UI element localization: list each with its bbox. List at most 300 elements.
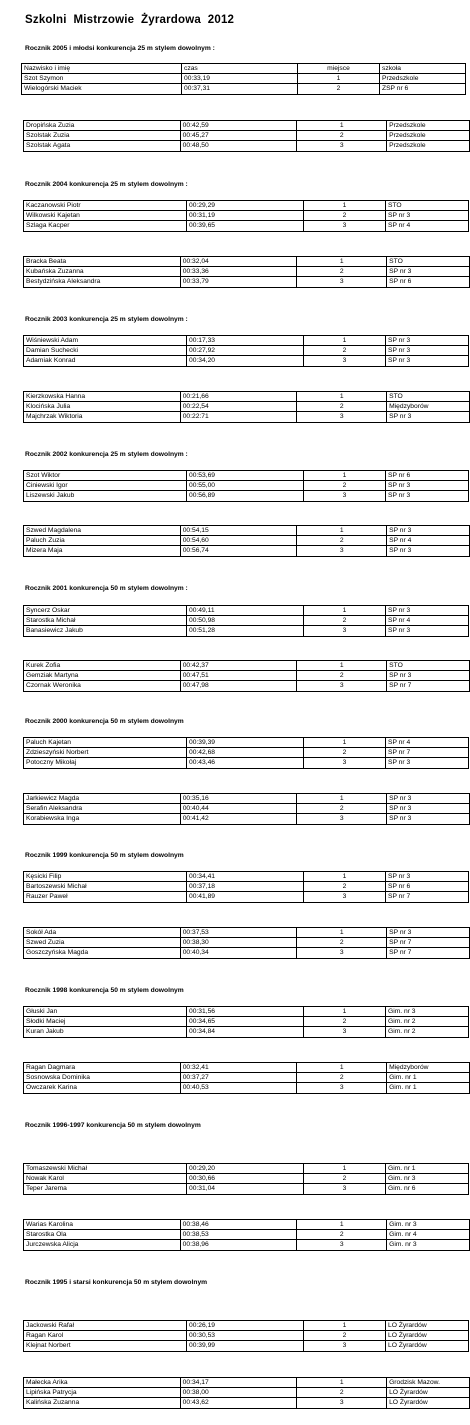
- swim-time: 00:31,56: [187, 1007, 304, 1017]
- swim-time: 00:22:71: [180, 412, 297, 422]
- table-row: [24, 526, 470, 536]
- swim-time: 00:29,20: [187, 1164, 304, 1174]
- place: 1: [298, 74, 380, 84]
- place: 3: [297, 412, 387, 422]
- place: 1: [304, 872, 386, 882]
- place: 2: [304, 748, 386, 758]
- school: SP nr 4: [386, 616, 469, 626]
- swim-time: 00:27,92: [187, 346, 304, 356]
- athlete-name: Serafin Aleksandra: [24, 804, 181, 814]
- place: 3: [297, 1083, 387, 1093]
- table-row: [24, 1398, 470, 1408]
- swim-time: 00:41,89: [187, 892, 304, 902]
- school: SP nr 4: [387, 536, 470, 546]
- swim-time: 00:30,66: [187, 1174, 304, 1184]
- table-row: [24, 402, 470, 412]
- athlete-name: Kęsicki Filip: [24, 872, 187, 882]
- school: SP nr 3: [387, 928, 470, 938]
- athlete-name: Bracka Beata: [24, 257, 181, 267]
- results-table: [23, 1377, 470, 1409]
- school: SP nr 3: [386, 626, 469, 636]
- swim-time: 00:56,74: [180, 546, 297, 556]
- swim-time: 00:31,04: [187, 1184, 304, 1194]
- school: SP nr 6: [387, 277, 470, 287]
- swim-time: 00:31,19: [187, 211, 304, 221]
- athlete-name: Wilkowski Kajetan: [24, 211, 187, 221]
- swim-time: 00:39,99: [187, 1341, 304, 1351]
- place: 3: [297, 948, 387, 958]
- school: SP nr 3: [386, 356, 469, 366]
- table-row: [24, 1341, 469, 1351]
- place: 3: [304, 758, 386, 768]
- athlete-name: Głuski Jan: [24, 1007, 187, 1017]
- athlete-name: Mizera Maja: [24, 546, 181, 556]
- results-table: [23, 120, 470, 152]
- table-row: [24, 1378, 470, 1388]
- table-row: [24, 748, 469, 758]
- swim-time: 00:34,84: [187, 1027, 304, 1037]
- athlete-name: Kalińska Zuzanna: [24, 1398, 181, 1408]
- place: 2: [298, 84, 380, 94]
- swim-time: 00:35,16: [180, 794, 297, 804]
- table-row: [24, 356, 469, 366]
- school: Przedszkole: [387, 131, 470, 141]
- results-table: [23, 927, 470, 959]
- place: 1: [304, 738, 386, 748]
- school: SP nr 7: [387, 938, 470, 948]
- athlete-name: Paluch Zuzia: [24, 536, 181, 546]
- table-row: [24, 267, 470, 277]
- swim-time: 00:17,33: [187, 336, 304, 346]
- place: 3: [304, 491, 386, 501]
- table-row: [24, 1007, 469, 1017]
- school: SP nr 3: [386, 336, 469, 346]
- table-row: [24, 536, 470, 546]
- table-row: [24, 131, 470, 141]
- place: 3: [297, 814, 387, 824]
- table-row: [24, 938, 470, 948]
- athlete-name: Szlaga Kacper: [24, 221, 187, 231]
- place: 3: [297, 277, 387, 287]
- swim-time: 00:54,15: [180, 526, 297, 536]
- place: 2: [297, 402, 387, 412]
- athlete-name: Wiśniewski Adam: [24, 336, 187, 346]
- swim-time: 00:54,60: [180, 536, 297, 546]
- table-row: [24, 606, 469, 616]
- athlete-name: Ragan Karol: [24, 1331, 187, 1341]
- table-row: [24, 546, 470, 556]
- table-row: [24, 1027, 469, 1037]
- section-heading: Rocznik 2001 konkurencja 50 m stylem dowolnym :: [25, 585, 188, 592]
- results-table: [23, 871, 469, 903]
- athlete-name: Rauzer Paweł: [24, 892, 187, 902]
- results-table: [23, 1062, 470, 1094]
- athlete-name: Sosnowska Dominika: [24, 1073, 181, 1083]
- school: SP nr 3: [387, 267, 470, 277]
- swim-time: 00:37,53: [180, 928, 297, 938]
- swim-time: 00:38,96: [180, 1240, 297, 1250]
- school: SP nr 3: [386, 481, 469, 491]
- school: Gim. nr 4: [387, 1230, 470, 1240]
- athlete-name: Owczarek Karina: [24, 1083, 181, 1093]
- athlete-name: Bestydzińska Aleksandra: [24, 277, 181, 287]
- school: SP nr 3: [386, 346, 469, 356]
- table-row: [24, 1083, 470, 1093]
- results-table: [23, 737, 469, 769]
- table-row: [24, 221, 469, 231]
- athlete-name: Szolstak Zuzia: [24, 131, 181, 141]
- school: Gim. nr 2: [386, 1027, 469, 1037]
- swim-time: 00:47,98: [180, 681, 297, 691]
- school: Gim. nr 2: [386, 1017, 469, 1027]
- athlete-name: Adamiak Konrad: [24, 356, 187, 366]
- school: LO Żyrardów: [386, 1321, 469, 1331]
- table-row: [24, 121, 470, 131]
- place: 3: [304, 221, 386, 231]
- section-heading: Rocznik 2003 konkurencja 25 m stylem dowolnym :: [25, 316, 188, 323]
- athlete-name: Kurek Zofia: [24, 661, 181, 671]
- school: SP nr 3: [386, 491, 469, 501]
- table-row: [24, 794, 470, 804]
- place: 1: [297, 121, 387, 131]
- place: 1: [304, 201, 386, 211]
- table-row: [22, 74, 466, 84]
- table-header-row: [22, 64, 466, 74]
- school: SP nr 3: [386, 758, 469, 768]
- swim-time: 00:40,34: [180, 948, 297, 958]
- swim-time: 00:26,19: [187, 1321, 304, 1331]
- swim-time: 00:34,41: [187, 872, 304, 882]
- swim-time: 00:40,53: [180, 1083, 297, 1093]
- place: 2: [297, 1388, 387, 1398]
- swim-time: 00:32,41: [180, 1063, 297, 1073]
- swim-time: 00:53,69: [187, 471, 304, 481]
- swim-time: 00:55,00: [187, 481, 304, 491]
- column-header: Nazwisko i imię: [22, 64, 182, 74]
- table-row: [24, 804, 470, 814]
- athlete-name: Szwed Zuzia: [24, 938, 181, 948]
- place: 3: [297, 681, 387, 691]
- swim-time: 00:50,98: [187, 616, 304, 626]
- section-heading: Rocznik 1999 konkurencja 50 m stylem dowolnym: [25, 852, 184, 859]
- results-table: [23, 605, 469, 637]
- swim-time: 00:38,46: [180, 1220, 297, 1230]
- place: 2: [297, 671, 387, 681]
- school: Gim. nr 1: [387, 1073, 470, 1083]
- athlete-name: Słodki Maciej: [24, 1017, 187, 1027]
- swim-time: 00:37,27: [180, 1073, 297, 1083]
- athlete-name: Ciniewski Igor: [24, 481, 187, 491]
- table-row: [24, 882, 469, 892]
- results-table: [23, 660, 470, 692]
- place: 1: [297, 392, 387, 402]
- table-row: [24, 412, 470, 422]
- swim-time: 00:33,79: [180, 277, 297, 287]
- school: STO: [387, 392, 470, 402]
- athlete-name: Kubańska Zuzanna: [24, 267, 181, 277]
- results-table: [23, 200, 469, 232]
- athlete-name: Klocińska Julia: [24, 402, 181, 412]
- athlete-name: Zdzieszyński Norbert: [24, 748, 187, 758]
- swim-time: 00:39,65: [187, 221, 304, 231]
- results-table: [23, 793, 470, 825]
- school: Gim. nr 3: [387, 1220, 470, 1230]
- school: LO Żyrardów: [386, 1341, 469, 1351]
- table-row: [24, 141, 470, 151]
- place: 1: [304, 471, 386, 481]
- school: SP nr 7: [386, 748, 469, 758]
- athlete-name: Majchrzak Wiktoria: [24, 412, 181, 422]
- place: 1: [297, 526, 387, 536]
- school: Gim. nr 6: [386, 1184, 469, 1194]
- swim-time: 00:42,59: [180, 121, 297, 131]
- table-row: [24, 1017, 469, 1027]
- place: 3: [304, 626, 386, 636]
- results-table: [23, 391, 470, 423]
- athlete-name: Kaczanowski Piotr: [24, 201, 187, 211]
- swim-time: 00:37,18: [187, 882, 304, 892]
- swim-time: 00:34,17: [180, 1378, 297, 1388]
- athlete-name: Kuran Jakub: [24, 1027, 187, 1037]
- results-table: [23, 525, 470, 557]
- section-heading: Rocznik 2000 konkurencja 50 m stylem dowolnym: [25, 718, 184, 725]
- swim-time: 00:29,29: [187, 201, 304, 211]
- athlete-name: Ragan Dagmara: [24, 1063, 181, 1073]
- athlete-name: Starostka Ola: [24, 1230, 181, 1240]
- place: 3: [297, 1240, 387, 1250]
- place: 1: [304, 1164, 386, 1174]
- results-table: [23, 335, 469, 367]
- athlete-name: Kierzkowska Hanna: [24, 392, 181, 402]
- swim-time: 00:56,89: [187, 491, 304, 501]
- athlete-name: Gemziak Martyna: [24, 671, 181, 681]
- table-row: [24, 626, 469, 636]
- school: SP nr 3: [387, 546, 470, 556]
- results-table: [23, 1219, 470, 1251]
- school: SP nr 3: [387, 794, 470, 804]
- school: SP nr 3: [387, 412, 470, 422]
- place: 2: [297, 267, 387, 277]
- place: 2: [304, 882, 386, 892]
- athlete-name: Wielogórski Maciek: [22, 84, 182, 94]
- swim-time: 00:30,53: [187, 1331, 304, 1341]
- swim-time: 00:39,39: [187, 738, 304, 748]
- table-row: [24, 1240, 470, 1250]
- table-row: [24, 671, 470, 681]
- section-heading: Rocznik 2002 konkurencja 25 m stylem dowolnym :: [25, 451, 188, 458]
- place: 1: [297, 1220, 387, 1230]
- athlete-name: Szolstak Agata: [24, 141, 181, 151]
- results-table: [23, 1320, 469, 1352]
- athlete-name: Potoczny Mikołaj: [24, 758, 187, 768]
- table-row: [24, 616, 469, 626]
- school: SP nr 3: [386, 606, 469, 616]
- place: 3: [297, 1398, 387, 1408]
- school: Gim. nr 1: [387, 1083, 470, 1093]
- place: 2: [297, 1230, 387, 1240]
- school: STO: [386, 201, 469, 211]
- table-row: [24, 201, 469, 211]
- swim-time: 00:48,50: [180, 141, 297, 151]
- place: 2: [304, 1174, 386, 1184]
- table-row: [24, 346, 469, 356]
- school: SP nr 3: [387, 814, 470, 824]
- table-row: [24, 1331, 469, 1341]
- place: 2: [304, 1017, 386, 1027]
- school: STO: [387, 257, 470, 267]
- place: 2: [297, 804, 387, 814]
- school: SP nr 3: [386, 872, 469, 882]
- school: SP nr 7: [387, 681, 470, 691]
- place: 1: [297, 257, 387, 267]
- school: SP nr 4: [386, 221, 469, 231]
- table-row: [24, 814, 470, 824]
- swim-time: 00:33,36: [180, 267, 297, 277]
- school: LO Żyrardów: [386, 1331, 469, 1341]
- swim-time: 00:21,66: [180, 392, 297, 402]
- school: LO Żyrardów: [387, 1388, 470, 1398]
- table-row: [24, 1063, 470, 1073]
- table-row: [24, 928, 470, 938]
- table-row: [24, 1164, 469, 1174]
- athlete-name: Bartoszewski Michał: [24, 882, 187, 892]
- place: 2: [304, 211, 386, 221]
- table-row: [24, 948, 470, 958]
- table-row: [24, 661, 470, 671]
- swim-time: 00:38,00: [180, 1388, 297, 1398]
- results-table: [23, 1163, 469, 1195]
- swim-time: 00:22,54: [180, 402, 297, 412]
- swim-time: 00:40,44: [180, 804, 297, 814]
- athlete-name: Banasiewicz Jakub: [24, 626, 187, 636]
- athlete-name: Damian Suchecki: [24, 346, 187, 356]
- place: 2: [304, 346, 386, 356]
- school: SP nr 7: [387, 948, 470, 958]
- place: 3: [304, 892, 386, 902]
- athlete-name: Czornak Weronika: [24, 681, 181, 691]
- section-heading: Rocznik 1996-1997 konkurencja 50 m stylem dowolnym: [25, 1122, 201, 1129]
- school: SP nr 3: [387, 804, 470, 814]
- results-table: [23, 256, 470, 288]
- column-header: szkoła: [380, 64, 466, 74]
- school: Gim. nr 1: [386, 1164, 469, 1174]
- swim-time: 00:38,30: [180, 938, 297, 948]
- swim-time: 00:51,28: [187, 626, 304, 636]
- school: Przedszkole: [387, 121, 470, 131]
- table-row: [24, 1184, 469, 1194]
- school: SP nr 6: [386, 882, 469, 892]
- athlete-name: Paluch Kajetan: [24, 738, 187, 748]
- place: 3: [297, 546, 387, 556]
- table-row: [24, 1321, 469, 1331]
- table-row: [24, 738, 469, 748]
- school: SP nr 6: [386, 471, 469, 481]
- results-table: [23, 470, 469, 502]
- athlete-name: Starostka Michał: [24, 616, 187, 626]
- place: 3: [304, 1341, 386, 1351]
- swim-time: 00:42,37: [180, 661, 297, 671]
- column-header: miejsce: [298, 64, 380, 74]
- place: 2: [297, 536, 387, 546]
- athlete-name: Korabiewska Inga: [24, 814, 181, 824]
- athlete-name: Dropińska Zuzia: [24, 121, 181, 131]
- swim-time: 00:49,11: [187, 606, 304, 616]
- swim-time: 00:47,51: [180, 671, 297, 681]
- place: 1: [297, 1378, 387, 1388]
- table-row: [24, 872, 469, 882]
- section-heading: Rocznik 2004 konkurencja 25 m stylem dowolnym :: [25, 181, 188, 188]
- school: Gim. nr 3: [386, 1174, 469, 1184]
- table-row: [24, 481, 469, 491]
- place: 3: [304, 1184, 386, 1194]
- swim-time: 00:42,68: [187, 748, 304, 758]
- place: 1: [297, 661, 387, 671]
- place: 3: [304, 356, 386, 366]
- school: Gim. nr 3: [386, 1007, 469, 1017]
- school: ZSP nr 6: [380, 84, 466, 94]
- place: 1: [297, 794, 387, 804]
- section-heading: Rocznik 1995 i starsi konkurencja 50 m stylem dowolnym: [25, 1279, 208, 1286]
- table-row: [24, 491, 469, 501]
- table-row: [24, 1073, 470, 1083]
- document-title: Szkolni Mistrzowie Żyrardowa 2012: [25, 14, 235, 26]
- athlete-name: Szot Szymon: [22, 74, 182, 84]
- athlete-name: Jarkiewicz Magda: [24, 794, 181, 804]
- table-row: [24, 1388, 470, 1398]
- place: 1: [297, 1063, 387, 1073]
- table-row: [24, 257, 470, 267]
- place: 2: [304, 1331, 386, 1341]
- place: 1: [297, 928, 387, 938]
- table-row: [24, 336, 469, 346]
- athlete-name: Nowak Karol: [24, 1174, 187, 1184]
- swim-time: 00:32,04: [180, 257, 297, 267]
- school: Międzyborów: [387, 402, 470, 412]
- swim-time: 00:34,20: [187, 356, 304, 366]
- swim-time: 00:41,42: [180, 814, 297, 824]
- athlete-name: Goszczyńska Magda: [24, 948, 181, 958]
- swim-time: 00:43,62: [180, 1398, 297, 1408]
- swim-time: 00:34,65: [187, 1017, 304, 1027]
- place: 3: [297, 141, 387, 151]
- athlete-name: Teper Jarema: [24, 1184, 187, 1194]
- athlete-name: Szwed Magdalena: [24, 526, 181, 536]
- athlete-name: Liszewski Jakub: [24, 491, 187, 501]
- athlete-name: Jackowski Rafał: [24, 1321, 187, 1331]
- school: Międzyborów: [387, 1063, 470, 1073]
- school: SP nr 3: [387, 671, 470, 681]
- swim-time: 00:43,46: [187, 758, 304, 768]
- school: Gim. nr 3: [387, 1240, 470, 1250]
- swim-time: 00:38,53: [180, 1230, 297, 1240]
- table-row: [24, 277, 470, 287]
- place: 1: [304, 1321, 386, 1331]
- table-row: [24, 758, 469, 768]
- swim-time: 00:33,19: [182, 74, 298, 84]
- place: 1: [304, 336, 386, 346]
- place: 2: [304, 481, 386, 491]
- athlete-name: Tomaszewski Michał: [24, 1164, 187, 1174]
- school: Grodzisk Mazow.: [387, 1378, 470, 1388]
- place: 3: [304, 1027, 386, 1037]
- swim-time: 00:45,27: [180, 131, 297, 141]
- results-table: [21, 63, 466, 95]
- athlete-name: Syncerz Oskar: [24, 606, 187, 616]
- school: SP nr 3: [387, 526, 470, 536]
- table-row: [24, 1230, 470, 1240]
- athlete-name: Lipińska Patrycja: [24, 1388, 181, 1398]
- table-row: [24, 471, 469, 481]
